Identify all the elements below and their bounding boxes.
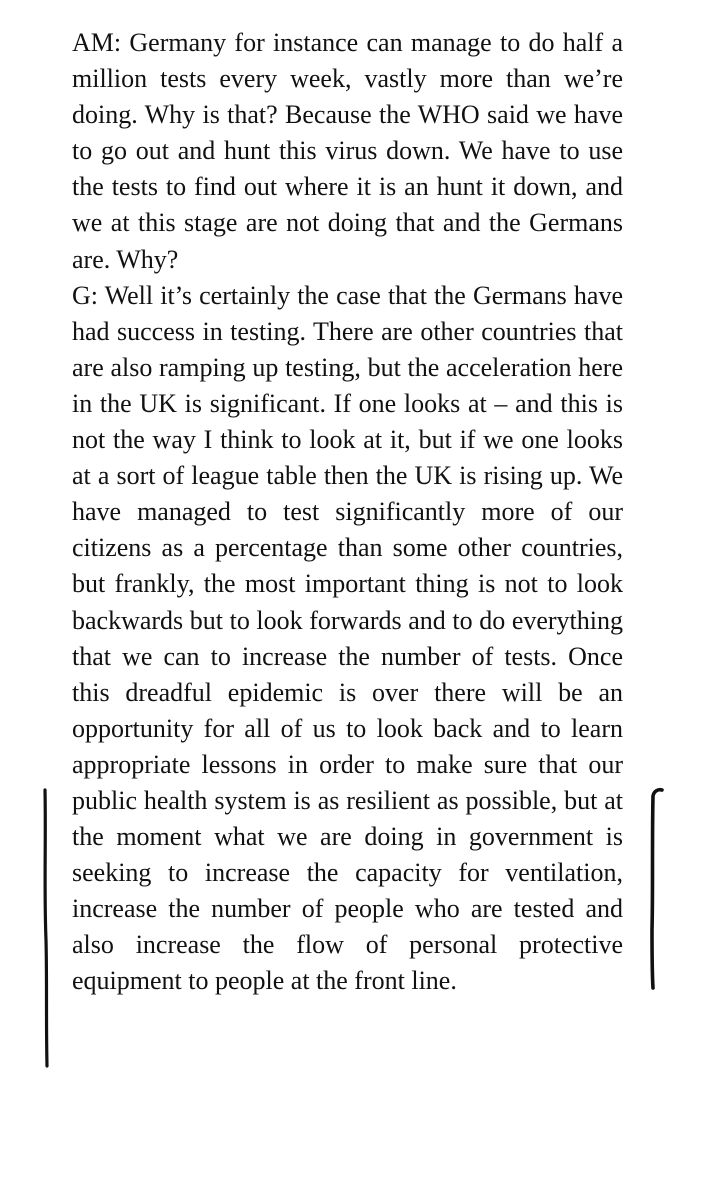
speaker-label-g: G: [72, 280, 98, 310]
paragraph-g [72, 278, 623, 1000]
speaker-label-am: AM: [72, 28, 122, 57]
paragraph-am-text: Germany for instance can manage to do half a million tests every week, vastly more than we’re doing. Why is that? Because the WHO said we have to go out and hunt this virus down. We have to use the tests to find out where it is an hunt it down, and we at this stage are not doing that and the Germans are. Why? [72, 28, 623, 274]
paragraph-g-text: Well it’s certainly the case that the Germans have had success in testing. There are other countries that are also ramping up testing, but the acceleration here in the UK is significant. If one looks at – and this is not the way I think to look at it, but if we one looks at a sort of league table then the UK is rising up. We have managed to test significantly more of our citizens as a percentage than some other countries, but frankly, the most important thing is not to look backwards but to look forwards and to do everything that we can to increase the number of tests. Once this dreadful epidemic is over there will be an opportunity for all of us to look back and to learn appropriate lessons in order to make sure that our public health system is as resilient as possible, but at the moment what we are doing in government is seeking to increase the capacity for ventilation, increase the number of people who are tested and also increase the flow of personal protective equipment to people at the front line. [72, 280, 624, 996]
right-margin-bracket-icon [640, 780, 670, 1000]
left-margin-mark-icon [36, 780, 60, 1080]
paragraph-am [72, 25, 623, 278]
transcript-text [72, 25, 623, 1000]
